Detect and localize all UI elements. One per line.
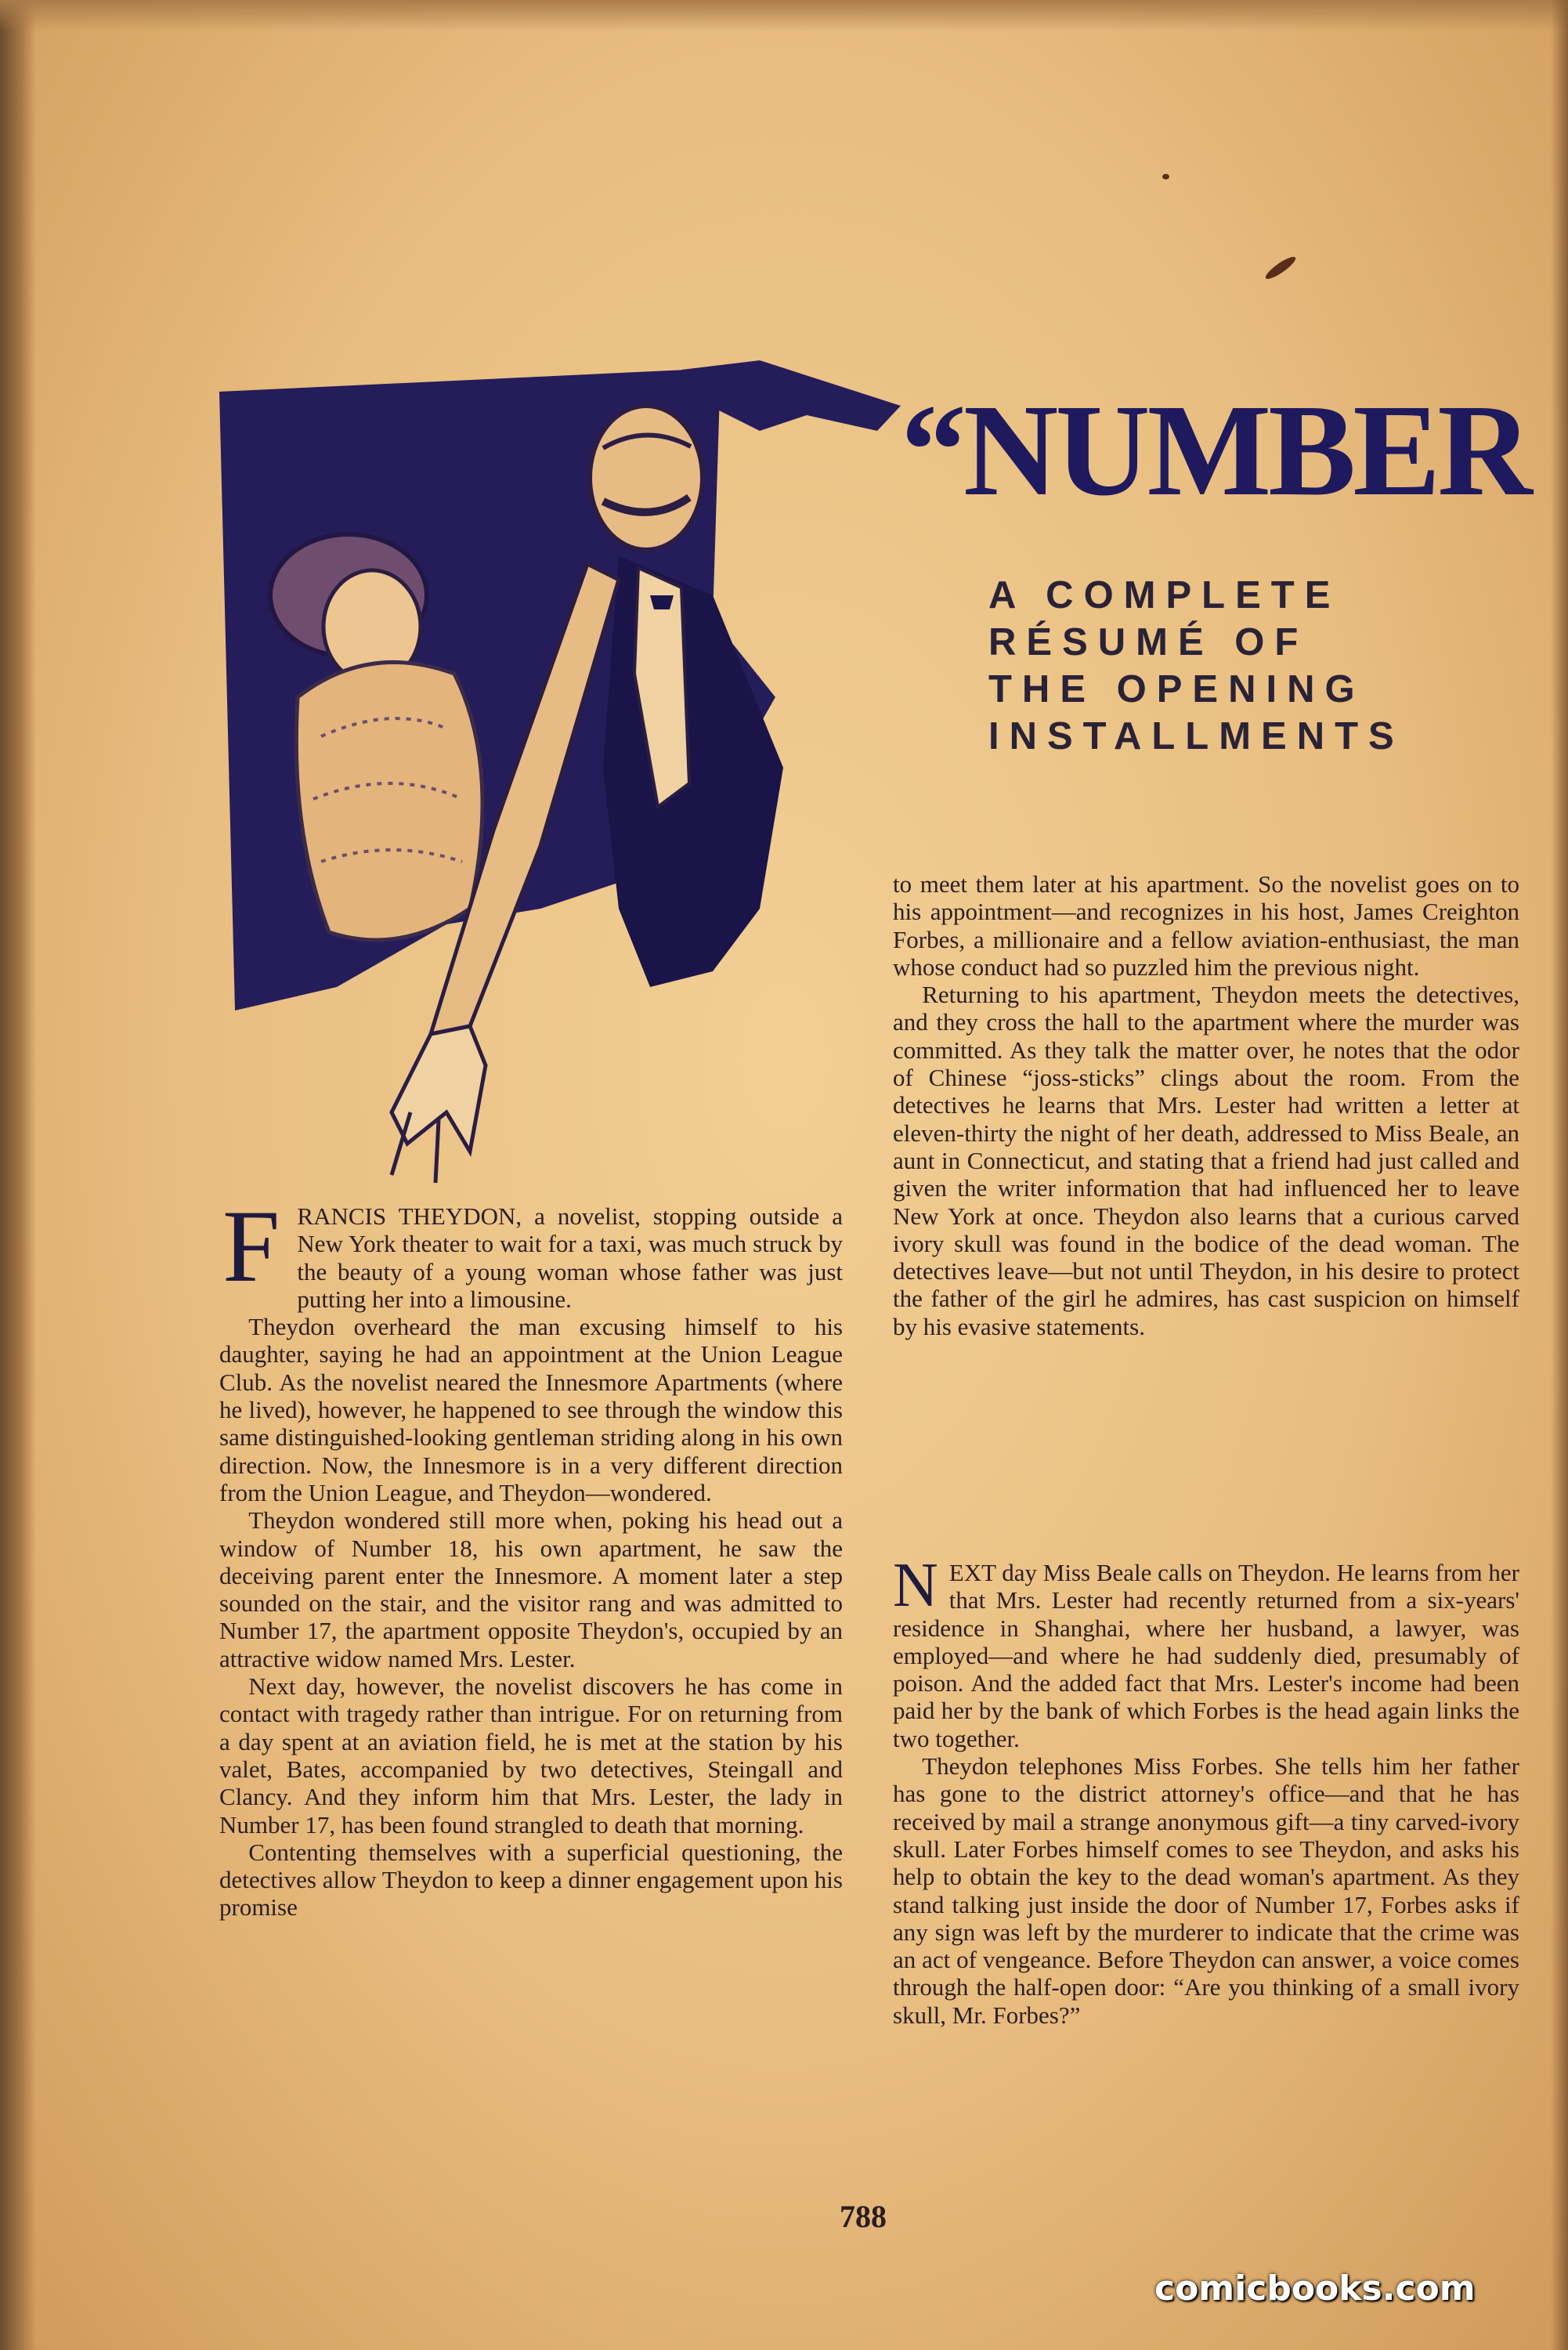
paragraph: Next day, however, the novelist discovers he has come in contact with tragedy rather than intrigue. For on returning from a day spent at an aviation field, he is met at the station by his valet, Bates, accompanied by two detectives, Steingall and Clancy. And they inform him that Mrs. Lester, the lady in Number 17, has been found strangled to death that morning. [219,1672,843,1838]
drop-cap: F [222,1188,280,1303]
story-subtitle [988,572,1552,760]
subtitle-line: RÉSUMÉ OF [988,621,1309,663]
paragraph [893,1551,1519,1752]
paragraph: Returning to his apartment, Theydon meets the detectives, and they cross the hall to the apartment where the murder was committed. As they talk the matter over, he notes that the odor of Chinese “joss-sticks” clings about the room. From the detectives he learns that Mrs. Lester had written a letter at eleven-thirty the night of her death, addressed to Miss Beale, an aunt in Connecticut, and stating that a friend had just called and given the writer information that had influenced her to leave New York at once. Theydon also learns that a curious carved ivory skull was found in the bodice of the dead woman. The detectives leave—but not until Theydon, in his desire to protect the father of the girl he admires, has cast suspicion on himself by his evasive statements. [893,981,1519,1340]
paper-speck [1263,254,1299,282]
page-right-shadow [1551,0,1568,2350]
paragraph: Contenting themselves with a superficial questioning, the detectives allow Theydon to keep a dinner engagement upon his promise [219,1838,843,1922]
watermark: comicbooks.com [1154,2269,1476,2308]
paragraph-text: RANCIS THEYDON, a novelist, stopping outside a New York theater to wait for a taxi, was much struck by the beauty of a young woman whose father was just putting her into a limousine. [297,1202,843,1313]
left-text-column [219,1188,843,1922]
drop-cap: N [893,1551,938,1620]
paragraph [219,1188,843,1313]
paragraph-text: EXT day Miss Beale calls on Theydon. He learns from her that Mrs. Lester had recently returned from a six-years' residence in Shanghai, where her husband, a lawyer, was employed—and where he had suddenly died, presumably of poison. And the added fact that Mrs. Lester's income had been paid her by the bank of which Forbes is the head again links the two together. [893,1559,1519,1752]
paragraph: Theydon telephones Miss Forbes. She tells him her father has gone to the district attorney's office—and that he has received by mail a strange anonymous gift—a tiny carved-ivory skull. Later Forbes himself comes to see Theydon, and asks his help to obtain the key to the dead woman's apartment. As they stand talking just inside the door of Number 17, Forbes asks if any sign was left by the murderer to indicate that the crime was an act of vengeance. Before Theydon can answer, a voice comes through the half-open door: “Are you thinking of a small ivory skull, Mr. Forbes?” [893,1752,1519,2029]
story-illustration [211,360,916,1191]
subtitle-line: INSTALLMENTS [988,715,1404,757]
right-text-column-top [893,870,1519,1340]
paragraph: Theydon wondered still more when, poking his head out a window of Number 18, his own apartment, he saw the deceiving parent enter the Innesmore. A moment later a step sounded on the stair, and the visitor rang and was admitted to Number 17, the apartment opposite Theydon's, occupied by an attractive widow named Mrs. Lester. [219,1506,843,1672]
right-text-column-bottom [893,1551,1519,2029]
page-binding-shadow [0,0,36,2350]
paper-speck [1162,174,1169,179]
paragraph: Theydon overheard the man excusing himself to his daughter, saying he had an appointment at the Union League Club. As the novelist neared the Innesmore Apartments (where he lived), however, he happened to see through the window this same distinguished-looking gentleman striding along in his own direction. Now, the Innesmore is in a very different direction from the Union League, and Theydon—wondered. [219,1313,843,1506]
subtitle-line: A COMPLETE [988,574,1341,616]
page-top-shadow [0,0,1568,31]
page-number: 788 [840,2199,887,2234]
subtitle-line: THE OPENING [988,668,1365,710]
story-title: “NUMBER [901,378,1530,523]
paragraph: to meet them later at his apartment. So the novelist goes on to his appointment—and recognizes in his host, James Creighton Forbes, a millionaire and a fellow aviation-enthusiast, the man whose conduct had so puzzled him the previous night. [893,870,1519,981]
